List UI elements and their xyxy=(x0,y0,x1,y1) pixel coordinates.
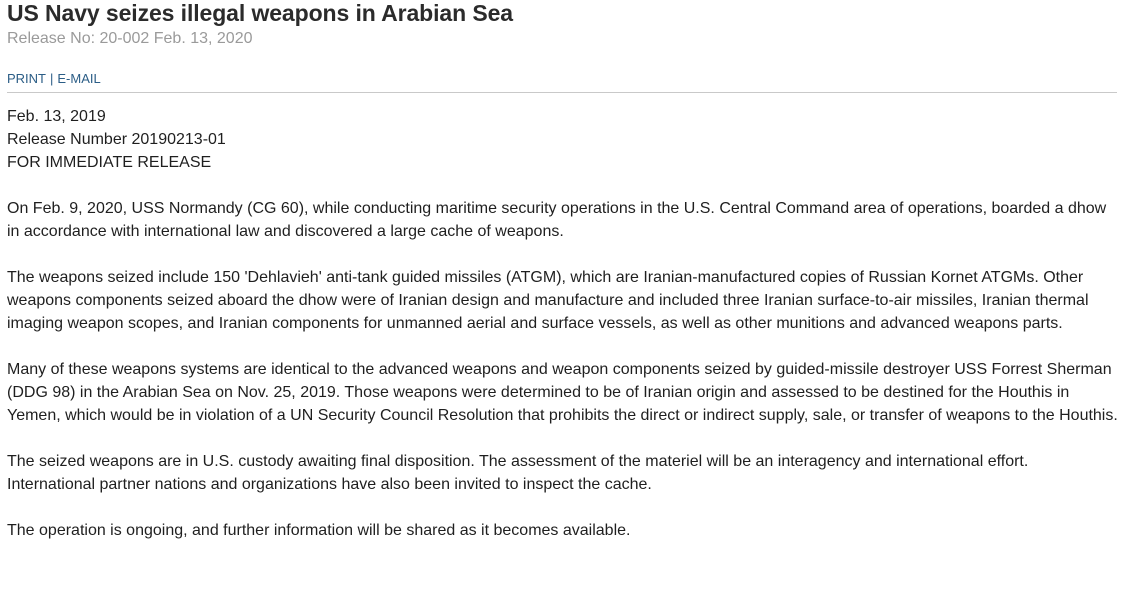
header-divider xyxy=(7,92,1117,93)
immediate-release-label: FOR IMMEDIATE RELEASE xyxy=(7,154,212,171)
tools-separator: | xyxy=(50,71,54,86)
print-link[interactable]: PRINT xyxy=(7,71,46,86)
paragraph: Many of these weapons systems are identical to the advanced weapons and weapon components seized by guided-missile destroyer USS Forrest Sherman (DDG 98) in the Arabian Sea on Nov. 25, 2019. Those weapons were determined to be of Iranian origin and assessed to be destined for the Houthis in Yemen, which would be in violation of a UN Security Council Resolution that prohibits the direct or indirect supply, sale, or transfer of weapons to the Houthis. xyxy=(7,361,1118,424)
paragraph: The seized weapons are in U.S. custody awaiting final disposition. The assessment of the materiel will be an interagency and international effort. International partner nations and organizations have also been invited to inspect the cache. xyxy=(7,453,1029,493)
paragraph: On Feb. 9, 2020, USS Normandy (CG 60), while conducting maritime security operations in the U.S. Central Command area of operations, boarded a dhow in accordance with international law and discovered a large cache of weapons. xyxy=(7,200,1107,240)
article-tools xyxy=(7,71,1118,87)
release-date: Feb. 13, 2019 xyxy=(7,108,106,125)
release-number: Release Number 20190213-01 xyxy=(7,131,226,148)
release-meta xyxy=(7,105,1119,174)
paragraph: The weapons seized include 150 'Dehlavieh' anti-tank guided missiles (ATGM), which are Iranian-manufactured copies of Russian Kornet ATGMs. Other weapons components seized aboard the dhow were of Iranian design and manufacture and included three Iranian surface-to-air missiles, Iranian thermal imaging weapon scopes, and Iranian components for unmanned aerial and surface vessels, as well as other munitions and advanced weapons parts. xyxy=(7,269,1089,332)
release-subtitle: Release No: 20-002 Feb. 13, 2020 xyxy=(7,30,253,47)
email-link[interactable]: E-MAIL xyxy=(57,71,101,86)
article-title: US Navy seizes illegal weapons in Arabian Sea xyxy=(7,0,513,26)
paragraph: The operation is ongoing, and further information will be shared as it becomes available. xyxy=(7,522,631,539)
article-body xyxy=(7,105,1119,542)
